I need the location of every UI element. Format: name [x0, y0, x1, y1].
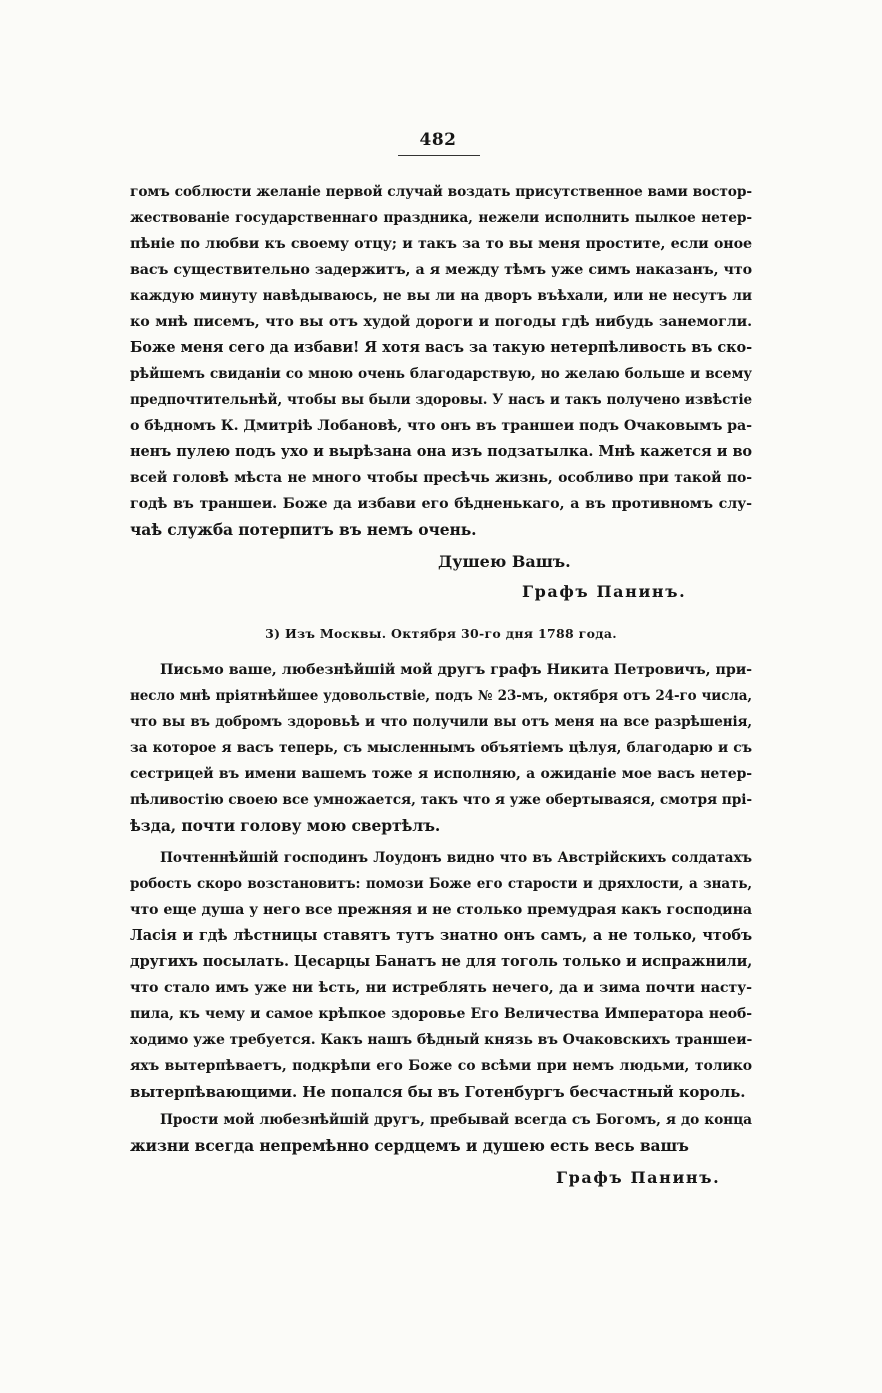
text-line: ко мнѣ писемъ, что вы отъ худой дороги и погоды гдѣ нибудь занемогли. [130, 314, 752, 330]
text-line: годѣ въ траншеи. Боже да избави его бѣдненькаго, а въ противномъ слу- [130, 496, 752, 512]
text-line: Ласія и гдѣ лѣстницы ставятъ тутъ знатно онъ самъ, а не только, чтобъ [130, 927, 752, 944]
text-line: яхъ вытерпѣваетъ, подкрѣпи его Боже со всѣми при немъ людьми, толико [130, 1058, 752, 1074]
text-line: сестрицей въ имени вашемъ тоже я исполняю, а ожиданіе мое васъ нетер- [130, 766, 752, 782]
text-line: Письмо ваше, любезнѣйшій мой другъ графъ Никита Петровичъ, при- [160, 662, 752, 678]
text-line: предпочтительнѣй, чтобы вы были здоровы. У насъ и такъ получено извѣстіе [130, 392, 752, 408]
text-line: васъ существительно задержитъ, а я между тѣмъ уже симъ наказанъ, что [130, 262, 752, 278]
text-line: ходимо уже требуется. Какъ нашъ бѣдный князь въ Очаковскихъ траншеи- [130, 1032, 753, 1048]
text-line: ненъ пулею подъ ухо и вырѣзана она изъ подзатылка. Мнѣ кажется и во [130, 443, 752, 460]
text-line: ѣзда, почти голову мою свертѣлъ. [130, 816, 441, 835]
text-line: пѣніе по любви къ своему отцу; и такъ за то вы меня простите, если оное [130, 236, 752, 252]
signature: Графъ Панинъ. [522, 582, 687, 601]
text-line: каждую минуту навѣдываюсь, не вы ли на дворъ въѣхали, или не несутъ ли [130, 288, 752, 304]
text-line: всей головѣ мѣста не много чтобы пресѣчь жизнь, особливо при такой по- [130, 470, 752, 486]
text-line: что стало имъ уже ни ѣсть, ни истреблять нечего, да и зима почти насту- [130, 980, 752, 996]
text-line: гомъ соблюсти желаніе первой случай воздать присутственное вами востор- [130, 184, 752, 200]
text-line: Прости мой любезнѣйшій другъ, пребывай всегда съ Богомъ, я до конца [160, 1112, 752, 1128]
text-line: за которое я васъ теперь, съ мысленнымъ объятіемъ цѣлуя, благодарю и съ [130, 740, 752, 756]
text-line: Почтеннѣйшій господинъ Лоудонъ видно что въ Австрійскихъ солдатахъ [160, 850, 752, 866]
text-line: другихъ посылать. Цесарцы Банатъ не для тоголь только и испражнили, [130, 953, 753, 970]
signature: Графъ Панинъ. [556, 1168, 721, 1187]
text-line: пила, къ чему и самое крѣпкое здоровье Его Величества Императора необ- [130, 1006, 752, 1022]
letter-heading: 3) Изъ Москвы. Октября 30-го дня 1788 года. [265, 626, 617, 641]
page-number: 482 [419, 130, 457, 150]
text-line: пѣливостію своею все умножается, такъ что я уже обертываяся, смотря прі- [130, 792, 752, 808]
text-line: Боже меня сего да избави! Я хотя васъ за такую нетерпѣливость въ ско- [130, 339, 752, 356]
header-rule [398, 155, 480, 156]
text-line: рѣйшемъ свиданіи со мною очень благодарствую, но желаю больше и всему [130, 366, 752, 382]
text-line: робость скоро возстановитъ: помози Боже его старости и дряхлости, а знать, [130, 876, 752, 892]
text-line: что еще душа у него все прежняя и не столько премудрая какъ господина [130, 902, 753, 918]
text-line: о бѣдномъ К. Дмитріѣ Лобановѣ, что онъ въ траншеи подъ Очаковымъ ра- [130, 418, 752, 434]
text-line: жествованіе государственнаго праздника, нежели исполнить пылкое нетер- [130, 210, 752, 226]
text-line: что вы въ добромъ здоровьѣ и что получили вы отъ меня на все разрѣшенія, [130, 714, 752, 730]
text-line: жизни всегда непремѣнно сердцемъ и душею есть весь вашъ [130, 1136, 689, 1155]
closing-line: Душею Вашъ. [438, 552, 571, 571]
text-line: чаѣ служба потерпитъ въ немъ очень. [130, 520, 477, 539]
text-line: несло мнѣ пріятнѣйшее удовольствіе, подъ № 23-мъ, октября отъ 24-го числа, [130, 688, 752, 704]
text-line: вытерпѣвающими. Не попался бы въ Готенбургъ бесчастный король. [130, 1083, 746, 1101]
